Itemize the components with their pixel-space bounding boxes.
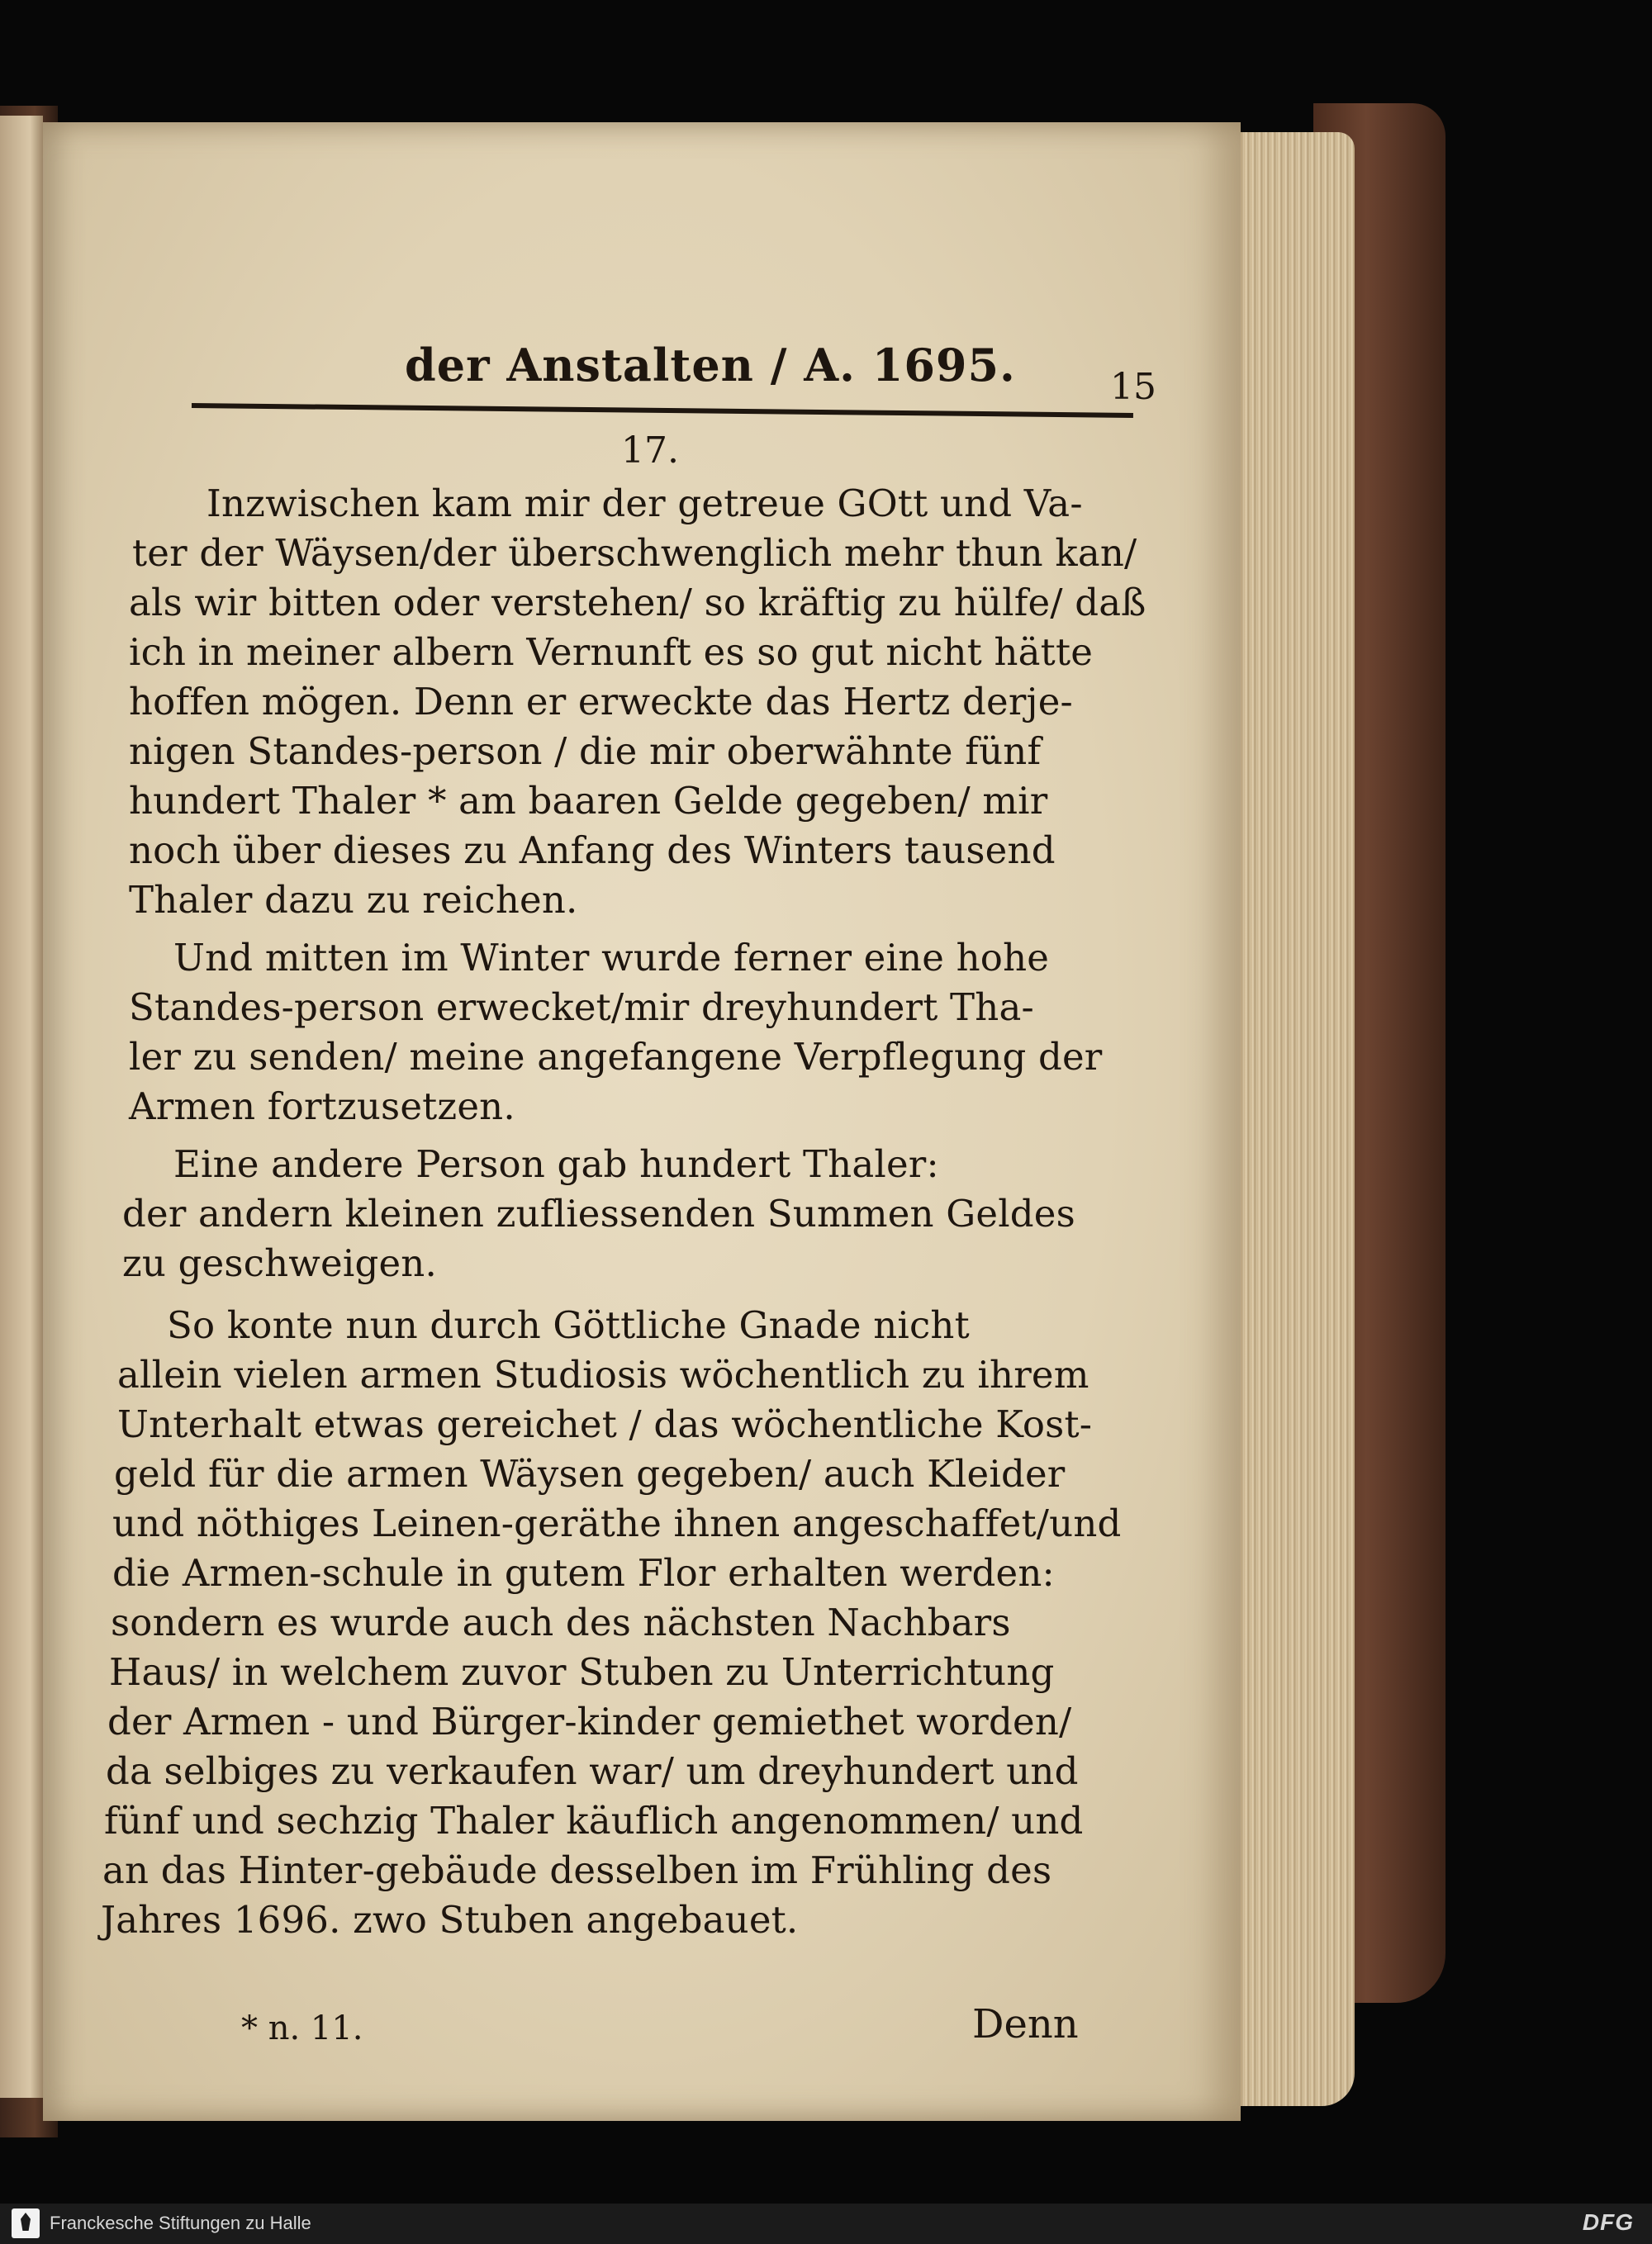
institution-name: Franckesche Stiftungen zu Halle [50, 2213, 311, 2233]
text-line: hundert Thaler * am baaren Gelde gegeben/ mir [129, 779, 1048, 823]
text-line: geld für die armen Wäysen gegeben/ auch Kleider [114, 1452, 1066, 1496]
text-line: der andern kleinen zufliessenden Summen Geldes [122, 1192, 1075, 1236]
running-head: der Anstalten / A. 1695. [405, 339, 1016, 391]
institution-logo-icon [12, 2208, 40, 2238]
text-line: Armen fortzusetzen. [129, 1084, 515, 1128]
footnote: * n. 11. [241, 2009, 363, 2047]
funder-logo: DFG [1582, 2209, 1634, 2235]
page-block-edges [1231, 132, 1355, 2106]
text-line: hoffen mögen. Denn er erweckte das Hertz derje- [129, 680, 1073, 723]
catchword: Denn [972, 2001, 1079, 2047]
text-line: Unterhalt etwas gereichet / das wöchentliche Kost- [117, 1402, 1093, 1446]
header-rule [192, 403, 1133, 418]
text-line: ich in meiner albern Vernunft es so gut nicht hätte [129, 630, 1094, 674]
text-line: Inzwischen kam mir der getreue GOtt und Va- [206, 482, 1083, 525]
book-page [43, 122, 1241, 2121]
text-line: Standes-person erwecket/mir dreyhundert Tha- [129, 985, 1034, 1029]
text-line: allein vielen armen Studiosis wöchentlich zu ihrem [117, 1353, 1089, 1397]
text-line: Eine andere Person gab hundert Thaler: [173, 1142, 939, 1186]
text-line: ler zu senden/ meine angefangene Verpflegung der [129, 1035, 1103, 1079]
text-line: noch über dieses zu Anfang des Winters tausend [129, 828, 1056, 872]
text-line: ter der Wäysen/der überschwenglich mehr thun kan/ [132, 531, 1137, 575]
footer-bar [0, 2204, 1652, 2244]
text-line: nigen Standes-person / die mir oberwähnte fünf [129, 729, 1042, 773]
text-line: an das Hinter-gebäude desselben im Frühling des [102, 1848, 1052, 1892]
text-line: Thaler dazu zu reichen. [129, 878, 578, 922]
text-line: So konte nun durch Göttliche Gnade nicht [167, 1303, 970, 1347]
text-line: zu geschweigen. [122, 1241, 437, 1285]
section-number: 17. [621, 429, 679, 472]
text-line: Jahres 1696. zwo Stuben angebauet. [101, 1898, 799, 1942]
text-line: Haus/ in welchem zuvor Stuben zu Unterrichtung [109, 1650, 1055, 1694]
text-line: Und mitten im Winter wurde ferner eine hohe [173, 936, 1050, 980]
text-line: die Armen-schule in gutem Flor erhalten werden: [112, 1551, 1055, 1595]
page-number: 15 [1110, 366, 1156, 408]
text-line: als wir bitten oder verstehen/ so kräftig zu hülfe/ daß [129, 581, 1146, 624]
facing-page-edge [0, 116, 43, 2098]
text-line: fünf und sechzig Thaler käuflich angenommen/ und [104, 1799, 1084, 1843]
text-line: und nöthiges Leinen-geräthe ihnen angeschaffet/und [112, 1502, 1122, 1545]
text-line: sondern es wurde auch des nächsten Nachbars [111, 1601, 1011, 1644]
text-line: der Armen - und Bürger-kinder gemiethet worden/ [107, 1700, 1072, 1743]
text-line: da selbiges zu verkaufen war/ um dreyhundert und [106, 1749, 1079, 1793]
